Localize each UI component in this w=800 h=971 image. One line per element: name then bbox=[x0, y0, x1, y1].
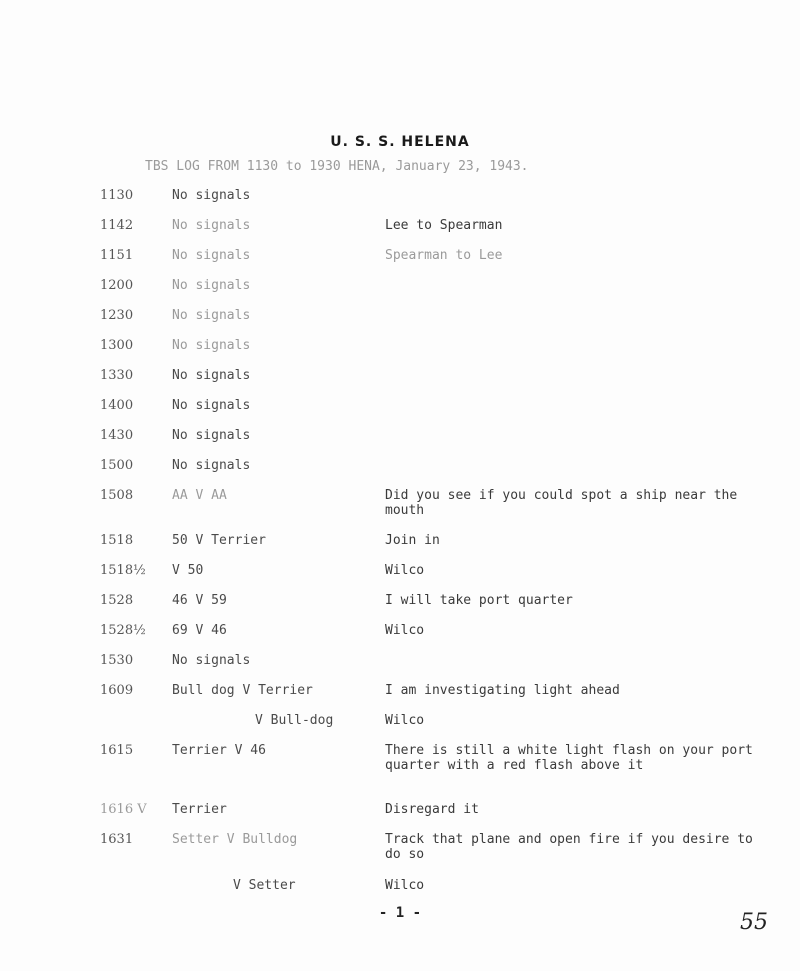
document-title: U. S. S. HELENA bbox=[330, 134, 470, 150]
log-message: Wilco bbox=[385, 878, 425, 893]
log-call: No signals bbox=[172, 428, 251, 443]
log-message: Join in bbox=[385, 533, 440, 548]
log-time: 1151 bbox=[100, 248, 134, 263]
log-call: 69 V 46 bbox=[172, 623, 227, 638]
log-call: V 50 bbox=[172, 563, 204, 578]
document-subtitle: TBS LOG FROM 1130 to 1930 HENA, January 23, 1943. bbox=[145, 159, 529, 174]
log-time: 1609 bbox=[100, 683, 134, 698]
log-call: V Bull-dog bbox=[255, 713, 334, 728]
log-time: 1200 bbox=[100, 278, 134, 293]
log-call: No signals bbox=[172, 338, 251, 353]
handwritten-page-mark: 55 bbox=[740, 910, 768, 935]
log-message: Wilco bbox=[385, 623, 425, 638]
log-time: 1400 bbox=[100, 398, 134, 413]
log-call: 46 V 59 bbox=[172, 593, 227, 608]
log-message: Track that plane and open fire if you desire to do so bbox=[385, 832, 753, 862]
log-time: 1518 bbox=[100, 533, 134, 548]
log-call: No signals bbox=[172, 278, 251, 293]
log-time: 1142 bbox=[100, 218, 134, 233]
log-call: No signals bbox=[172, 458, 251, 473]
log-time: 1631 bbox=[100, 832, 134, 847]
log-call: Terrier V 46 bbox=[172, 743, 266, 758]
log-call: Setter V Bulldog bbox=[172, 832, 298, 847]
log-time: 1330 bbox=[100, 368, 134, 383]
log-call: No signals bbox=[172, 398, 251, 413]
log-time: 1508 bbox=[100, 488, 134, 503]
log-time: 1530 bbox=[100, 653, 134, 668]
log-call: No signals bbox=[172, 308, 251, 323]
log-message: Spearman to Lee bbox=[385, 248, 503, 263]
log-call: No signals bbox=[172, 218, 251, 233]
log-message: Lee to Spearman bbox=[385, 218, 503, 233]
log-call: No signals bbox=[172, 188, 251, 203]
log-call: Bull dog V Terrier bbox=[172, 683, 313, 698]
log-time: 1616 V bbox=[100, 802, 147, 817]
log-call: No signals bbox=[172, 653, 251, 668]
log-time: 1500 bbox=[100, 458, 134, 473]
log-message: Did you see if you could spot a ship near the mouth bbox=[385, 488, 738, 518]
log-time: 1528½ bbox=[100, 623, 146, 638]
log-message: Disregard it bbox=[385, 802, 479, 817]
log-call: V Setter bbox=[233, 878, 296, 893]
log-message: I am investigating light ahead bbox=[385, 683, 620, 698]
log-call: 50 V Terrier bbox=[172, 533, 266, 548]
log-message: I will take port quarter bbox=[385, 593, 573, 608]
page-number: - 1 - bbox=[378, 905, 422, 921]
log-message: Wilco bbox=[385, 713, 425, 728]
log-time: 1518½ bbox=[100, 563, 146, 578]
log-call: AA V AA bbox=[172, 488, 227, 503]
log-call: No signals bbox=[172, 368, 251, 383]
log-time: 1230 bbox=[100, 308, 134, 323]
log-message: Wilco bbox=[385, 563, 425, 578]
log-time: 1300 bbox=[100, 338, 134, 353]
log-time: 1528 bbox=[100, 593, 134, 608]
log-call: Terrier bbox=[172, 802, 227, 817]
log-time: 1130 bbox=[100, 188, 134, 203]
log-time: 1615 bbox=[100, 743, 134, 758]
log-time: 1430 bbox=[100, 428, 134, 443]
log-call: No signals bbox=[172, 248, 251, 263]
log-message: There is still a white light flash on your port quarter with a red flash above it bbox=[385, 743, 753, 773]
